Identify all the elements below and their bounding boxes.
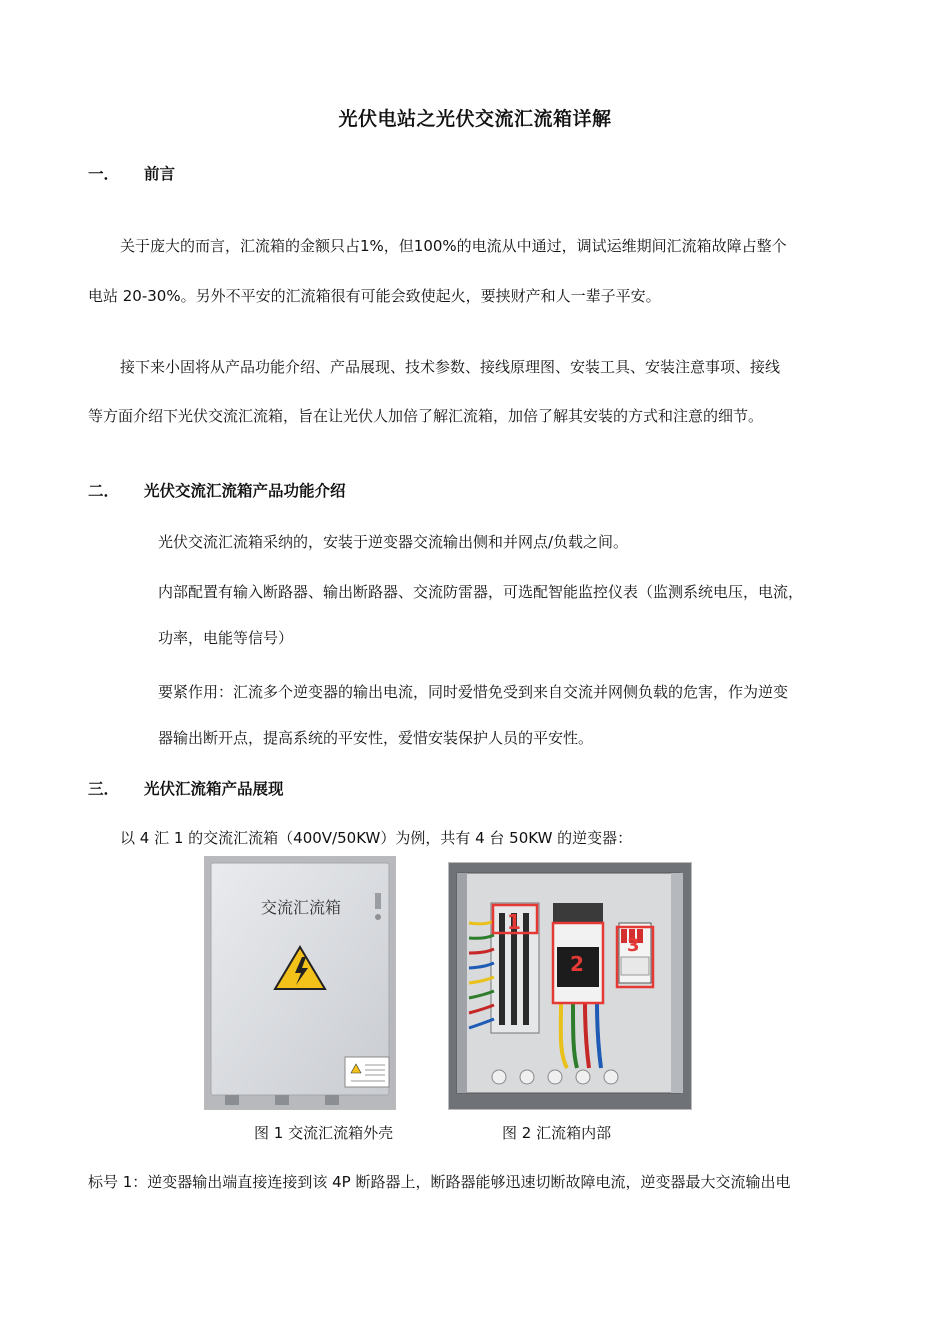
paragraph-line: 功率，电能等信号） bbox=[158, 629, 294, 647]
marker-number: 1 bbox=[507, 910, 521, 934]
section-title: 前言 bbox=[144, 165, 176, 183]
page-title: 光伏电站之光伏交流汇流箱详解 bbox=[338, 108, 612, 130]
paragraph-line: 器输出断开点，提高系统的平安性，爱惜安装保护人员的平安性。 bbox=[158, 729, 594, 747]
figure-enclosure-interior bbox=[448, 862, 692, 1110]
figure-enclosure-exterior bbox=[204, 856, 396, 1110]
section-title: 光伏汇流箱产品展现 bbox=[144, 780, 284, 798]
paragraph-line: 要紧作用：汇流多个逆变器的输出电流，同时爱惜免受到来自交流并网侧负载的危害，作为逆变 bbox=[158, 683, 789, 701]
section-number: 一． bbox=[88, 165, 120, 183]
enclosure-photo bbox=[205, 857, 395, 1109]
marker-number: 2 bbox=[570, 952, 584, 976]
section-heading-1 bbox=[88, 162, 175, 184]
section-number: 三． bbox=[88, 780, 120, 798]
paragraph-line: 等方面介绍下光伏交流汇流箱，旨在让光伏人加倍了解汇流箱，加倍了解其安装的方式和注意的细节。 bbox=[88, 407, 764, 425]
paragraph-line: 电站 20-30%。另外不平安的汇流箱很有可能会致使起火，要挟财产和人一辈子平安。 bbox=[88, 287, 661, 305]
figure-caption-2: 图 2 汇流箱内部 bbox=[502, 1124, 612, 1142]
paragraph-line: 接下来小固将从产品功能介绍、产品展现、技术参数、接线原理图、安装工具、安装注意事项、接线 bbox=[120, 358, 781, 376]
section-heading-3 bbox=[88, 777, 284, 799]
interior-photo bbox=[449, 863, 691, 1109]
paragraph-line: 内部配置有输入断路器、输出断路器、交流防雷器，可选配智能监控仪表（监测系统电压，电流， bbox=[158, 583, 804, 601]
paragraph-line: 光伏交流汇流箱采纳的，安装于逆变器交流输出侧和并网点/负载之间。 bbox=[158, 533, 629, 551]
paragraph-line: 以 4 汇 1 的交流汇流箱（400V/50KW）为例，共有 4 台 50KW 的逆变器： bbox=[120, 829, 633, 847]
section-title: 光伏交流汇流箱产品功能介绍 bbox=[144, 482, 346, 500]
enclosure-label-text: 交流汇流箱 bbox=[261, 898, 342, 917]
figure-caption-1: 图 1 交流汇流箱外壳 bbox=[254, 1124, 394, 1142]
paragraph-line: 关于庞大的而言，汇流箱的金额只占1%，但100%的电流从中通过，调试运维期间汇流箱故障占整个 bbox=[120, 237, 787, 255]
section-heading-2 bbox=[88, 479, 346, 501]
section-number: 二． bbox=[88, 482, 120, 500]
marker-number: 3 bbox=[627, 935, 640, 956]
paragraph-line: 标号 1：逆变器输出端直接连接到该 4P 断路器上，断路器能够迅速切断故障电流，逆变器最大交流输出电 bbox=[88, 1173, 791, 1191]
